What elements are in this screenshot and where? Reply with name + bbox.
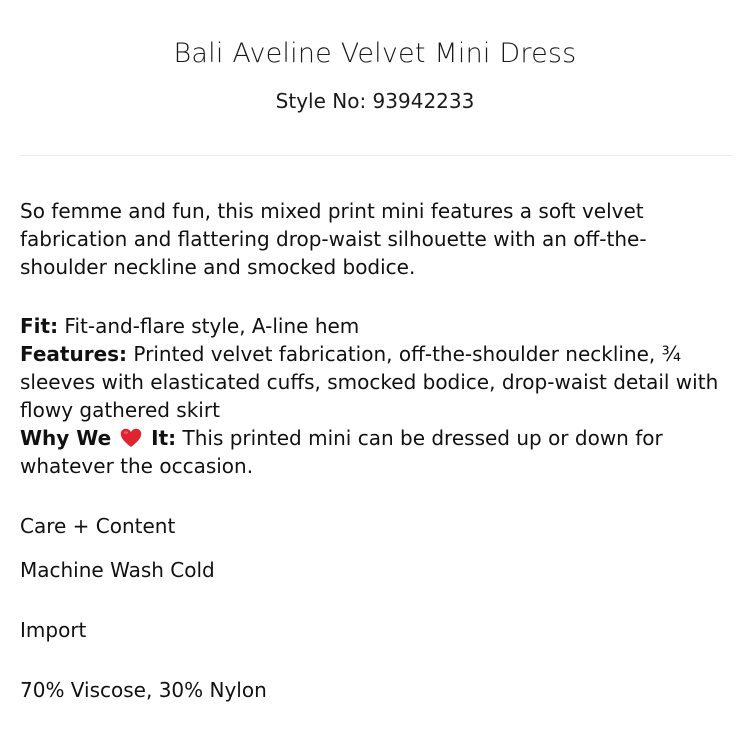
features-spec xyxy=(20,340,732,424)
product-description: So femme and fun, this mixed print mini features a soft velvet fabrication and flattering drop-waist silhouette with an off-the-shoulder neckline and smocked bodice. xyxy=(20,199,647,279)
fit-label: Fit: xyxy=(20,314,59,338)
heart-icon xyxy=(120,428,142,448)
care-heading: Care + Content xyxy=(20,514,176,538)
why-we-label-start: Why We xyxy=(20,426,119,450)
care-content-section xyxy=(20,512,732,704)
care-composition: 70% Viscose, 30% Nylon xyxy=(20,678,267,702)
why-we-label-end: It: xyxy=(144,426,177,450)
features-value: Printed velvet fabrication, off-the-shoulder neckline, ¾ sleeves with elasticated cuffs, smocked bodice, drop-waist detail with flowy gathered skirt xyxy=(20,342,719,422)
product-title: Bali Aveline Velvet Mini Dress xyxy=(173,38,577,69)
style-number: Style No: 93942233 xyxy=(275,89,475,113)
product-details xyxy=(20,197,732,704)
fit-value: Fit-and-flare style, A-line hem xyxy=(58,314,360,338)
fit-spec xyxy=(20,312,732,340)
divider xyxy=(20,155,732,156)
why-we-love-it-value: This printed mini can be dressed up or down for whatever the occasion. xyxy=(20,426,663,478)
care-wash: Machine Wash Cold xyxy=(20,558,215,582)
features-label: Features: xyxy=(20,342,128,366)
care-origin: Import xyxy=(20,618,87,642)
why-we-love-it-spec xyxy=(20,424,732,480)
